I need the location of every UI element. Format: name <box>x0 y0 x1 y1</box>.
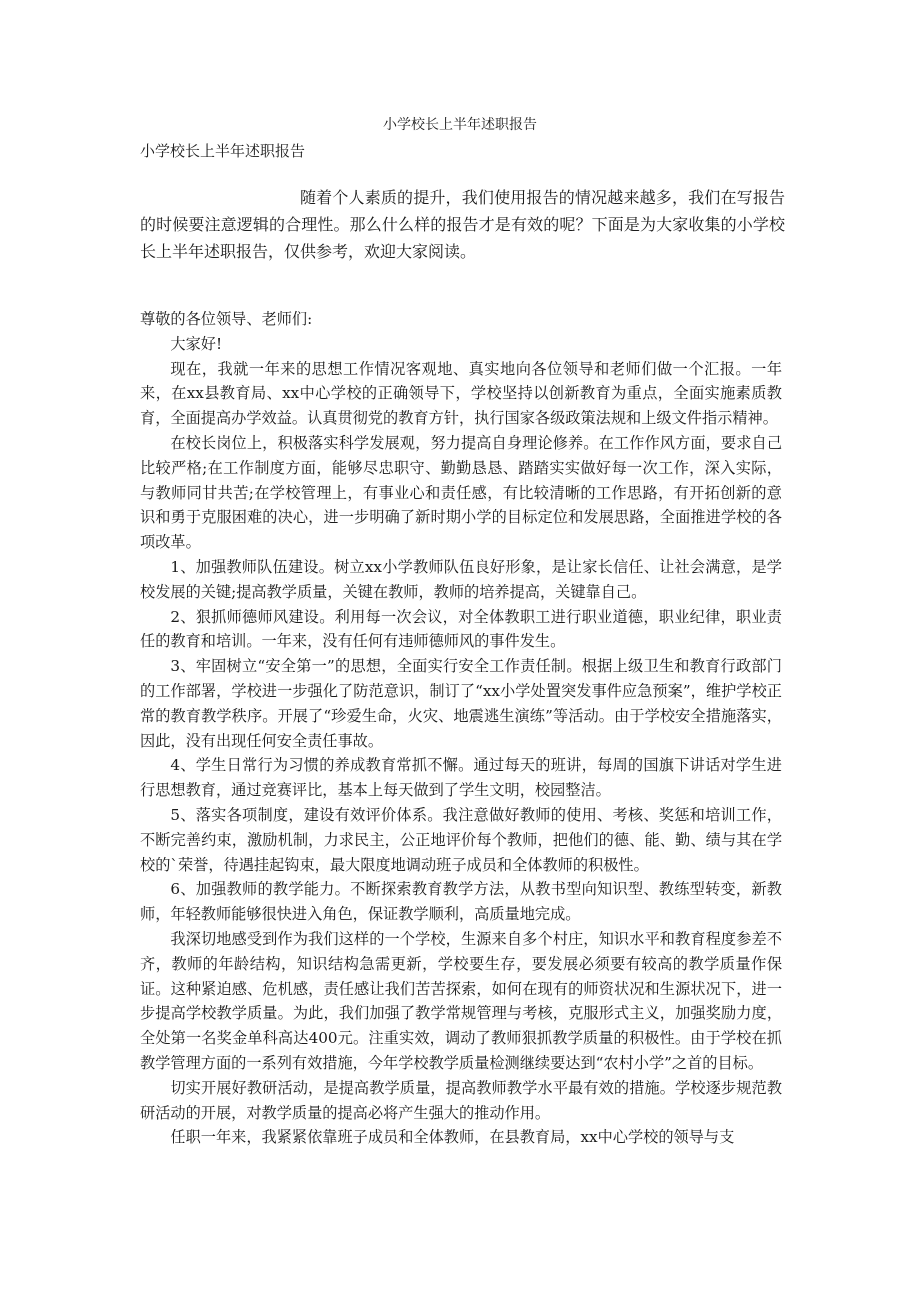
paragraph: 1、加强教师队伍建设。树立xx小学教师队伍良好形象，是让家长信任、让社会满意，是学校发展的关键;提高教学质量，关键在教师，教师的培养提高，关键靠自己。 <box>140 557 782 601</box>
paragraph: 3、牢固树立“安全第一”的思想，全面实行安全工作责任制。根据上级卫生和教育行政部门的工作部署，学校进一步强化了防范意识，制订了“xx小学处置突发事件应急预案”，维护学校正常的教育教学秩序。开展了“珍爱生命，火灾、地震逃生演练”等活动。由于学校安全措施落实，因此，没有出现任何安全责任事故。 <box>140 657 782 750</box>
report-body <box>140 307 782 1150</box>
paragraph: 2、狠抓师德师风建设。利用每一次会议，对全体教职工进行职业道德，职业纪律，职业责任的教育和培训。一年来，没有任何有违师德师风的事件发生。 <box>140 607 782 651</box>
salutation: 尊敬的各位领导、老师们: <box>140 310 313 328</box>
intro-paragraph: 随着个人素质的提升，我们使用报告的情况越来越多，我们在写报告的时候要注意逻辑的合理性。那么什么样的报告才是有效的呢？下面是为大家收集的小学校长上半年述职报告，仅供参考，欢迎大家阅读。 <box>140 188 785 261</box>
paragraph: 在校长岗位上，积极落实科学发展观，努力提高自身理论修养。在工作作风方面，要求自己比较严格;在工作制度方面，能够尽忠职守、勤勤恳恳、踏踏实实做好每一次工作，深入实际，与教师同甘共苦;在学校管理上，有事业心和责任感，有比较清晰的工作思路，有开拓创新的意识和勇于克服困难的决心，进一步明确了新时期小学的目标定位和发展思路，全面推进学校的各项改革。 <box>140 433 782 552</box>
greeting: 大家好! <box>170 334 223 353</box>
document-title: 小学校长上半年述职报告 <box>383 117 537 133</box>
paragraph: 我深切地感受到作为我们这样的一个学校，生源来自多个村庄，知识水平和教育程度参差不齐，教师的年龄结构，知识结构急需更新，学校要生存，要发展必须要有较高的教学质量作保证。这种紧迫感、危机感，责任感让我们苦苦探索，如何在现有的师资状况和生源状况下，进一步提高学校教学质量。为此，我们加强了教学常规管理与考核，克服形式主义，加强奖励力度，全处第一名奖金单科高达400元。注重实效，调动了教师狠抓教学质量的积极性。由于学校在抓教学管理方面的一系列有效措施，今年学校教学质量检测继续要达到“农村小学”之首的目标。 <box>140 929 782 1072</box>
paragraph: 切实开展好教研活动，是提高教学质量，提高教师教学水平最有效的措施。学校逐步规范教研活动的开展，对教学质量的提高必将产生强大的推动作用。 <box>140 1078 782 1122</box>
paragraph: 现在，我就一年来的思想工作情况客观地、真实地向各位领导和老师们做一个汇报。一年来，在xx县教育局、xx中心学校的正确领导下，学校坚持以创新教育为重点，全面实施素质教育，全面提高办学效益。认真贯彻党的教育方针，执行国家各级政策法规和上级文件指示精神。 <box>140 359 782 428</box>
paragraph: 4、学生日常行为习惯的养成教育常抓不懈。通过每天的班讲，每周的国旗下讲话对学生进行思想教育，通过竞赛评比，基本上每天做到了学生文明，校园整洁。 <box>140 756 782 800</box>
paragraph: 6、加强教师的教学能力。不断探索教育教学方法，从教书型向知识型、教练型转变，新教师，年轻教师能够很快进入角色，保证教学顺利，高质量地完成。 <box>140 880 782 924</box>
paragraph: 5、落实各项制度，建设有效评价体系。我注意做好教师的使用、考核、奖惩和培训工作，不断完善约束，激励机制，力求民主，公正地评价每个教师，把他们的德、能、勤、绩与其在学校的`荣誉，待遇挂起钩束，最大限度地调动班子成员和全体教师的积极性。 <box>140 805 782 874</box>
paragraph: 任职一年来，我紧紧依靠班子成员和全体教师，在县教育局，xx中心学校的领导与支 <box>170 1128 735 1147</box>
document-subtitle: 小学校长上半年述职报告 <box>140 142 306 160</box>
